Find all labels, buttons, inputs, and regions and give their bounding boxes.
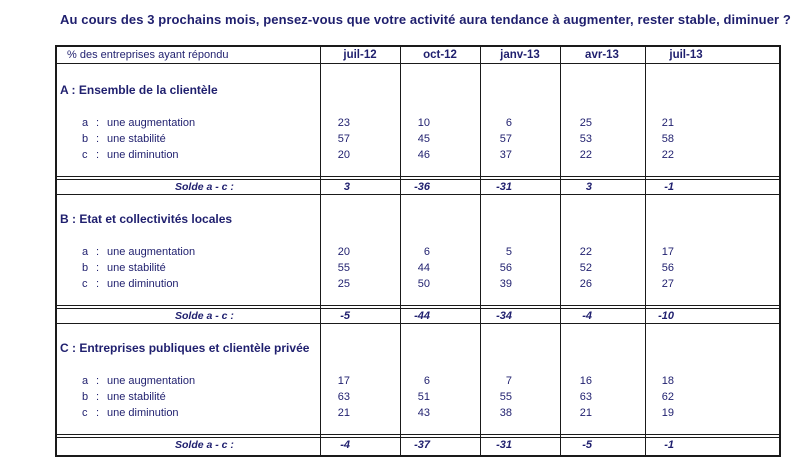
solde-value: 3 [343, 181, 350, 193]
solde-value: -5 [582, 439, 592, 451]
table-cell: 38 [499, 407, 512, 419]
table-cell: 18 [661, 375, 674, 387]
period-header: juil-13 [669, 49, 703, 61]
table-cell: 17 [337, 375, 350, 387]
table-cell: 63 [337, 391, 350, 403]
solde-value: -37 [414, 439, 430, 451]
table-cell: 21 [579, 407, 592, 419]
table-cell: 6 [423, 246, 430, 258]
row-letter: c [82, 407, 88, 419]
table-cell: 62 [661, 391, 674, 403]
table-cell: 25 [337, 278, 350, 290]
table-cell: 56 [499, 262, 512, 274]
row-colon: : [96, 278, 100, 290]
table-cell: 37 [499, 149, 512, 161]
row-letter: a [82, 117, 89, 129]
row-letter: c [82, 278, 88, 290]
table-cell: 43 [417, 407, 430, 419]
solde-divider-top [57, 305, 779, 306]
table-cell: 50 [417, 278, 430, 290]
table-cell: 20 [337, 149, 350, 161]
section-divider [57, 194, 779, 195]
section-title: B : Etat et collectivités locales [60, 212, 233, 226]
table-cell: 45 [417, 133, 430, 145]
table-cell: 23 [337, 117, 350, 129]
survey-table [55, 45, 781, 457]
period-header: avr-13 [585, 49, 619, 61]
solde-divider-top [57, 176, 779, 177]
solde-divider-top [57, 434, 779, 435]
row-label: une augmentation [107, 117, 196, 129]
table-cell: 58 [661, 133, 674, 145]
table-cell: 63 [579, 391, 592, 403]
column-divider [560, 47, 561, 455]
row-letter: c [82, 149, 88, 161]
table-cell: 44 [417, 262, 430, 274]
section-title: A : Ensemble de la clientèle [60, 83, 218, 97]
row-colon: : [96, 149, 100, 161]
table-cell: 6 [423, 375, 430, 387]
table-cell: 27 [661, 278, 674, 290]
row-label: une stabilité [107, 133, 166, 145]
row-label: une augmentation [107, 246, 196, 258]
period-header: oct-12 [423, 49, 457, 61]
table-cell: 55 [499, 391, 512, 403]
table-cell: 55 [337, 262, 350, 274]
solde-label: Solde a - c : [175, 310, 234, 322]
solde-value: -10 [658, 310, 674, 322]
period-header: janv-13 [500, 49, 540, 61]
row-letter: a [82, 375, 89, 387]
solde-divider-top [57, 308, 779, 309]
row-letter: b [82, 133, 89, 145]
header-divider [57, 63, 779, 64]
column-divider [480, 47, 481, 455]
table-cell: 22 [661, 149, 674, 161]
row-label: une diminution [107, 407, 179, 419]
header-caption: % des entreprises ayant répondu [67, 49, 229, 61]
solde-value: -31 [496, 439, 512, 451]
row-letter: b [82, 262, 89, 274]
solde-value: -1 [664, 181, 674, 193]
row-colon: : [96, 391, 100, 403]
row-label: une stabilité [107, 262, 166, 274]
solde-divider-top [57, 437, 779, 438]
table-cell: 20 [337, 246, 350, 258]
solde-value: -4 [582, 310, 592, 322]
row-colon: : [96, 375, 100, 387]
table-cell: 39 [499, 278, 512, 290]
row-letter: a [82, 246, 89, 258]
row-label: une diminution [107, 278, 179, 290]
table-cell: 26 [579, 278, 592, 290]
table-cell: 19 [661, 407, 674, 419]
table-cell: 25 [579, 117, 592, 129]
table-cell: 7 [505, 375, 512, 387]
row-label: une augmentation [107, 375, 196, 387]
solde-value: -36 [414, 181, 430, 193]
solde-value: 3 [585, 181, 592, 193]
solde-value: -44 [414, 310, 430, 322]
solde-value: -31 [496, 181, 512, 193]
table-cell: 17 [661, 246, 674, 258]
table-cell: 6 [505, 117, 512, 129]
solde-label: Solde a - c : [175, 181, 234, 193]
solde-label: Solde a - c : [175, 439, 234, 451]
table-cell: 51 [417, 391, 430, 403]
table-cell: 53 [579, 133, 592, 145]
row-label: une diminution [107, 149, 179, 161]
table-cell: 21 [661, 117, 674, 129]
table-cell: 22 [579, 246, 592, 258]
table-cell: 57 [337, 133, 350, 145]
row-label: une stabilité [107, 391, 166, 403]
table-cell: 22 [579, 149, 592, 161]
solde-value: -34 [496, 310, 512, 322]
solde-value: -4 [340, 439, 350, 451]
row-colon: : [96, 133, 100, 145]
table-cell: 46 [417, 149, 430, 161]
table-cell: 21 [337, 407, 350, 419]
solde-divider-top [57, 179, 779, 180]
table-cell: 5 [505, 246, 512, 258]
solde-value: -5 [340, 310, 350, 322]
question-title: Au cours des 3 prochains mois, pensez-vous que votre activité aura tendance à augmenter, rester stable, diminuer ? [60, 12, 791, 27]
table-cell: 52 [579, 262, 592, 274]
solde-value: -1 [664, 439, 674, 451]
table-cell: 57 [499, 133, 512, 145]
table-cell: 10 [417, 117, 430, 129]
table-cell: 56 [661, 262, 674, 274]
section-divider [57, 323, 779, 324]
row-colon: : [96, 262, 100, 274]
row-colon: : [96, 407, 100, 419]
period-header: juil-12 [343, 49, 377, 61]
section-title: C : Entreprises publiques et clientèle privée [60, 341, 310, 355]
row-colon: : [96, 117, 100, 129]
row-letter: b [82, 391, 89, 403]
row-colon: : [96, 246, 100, 258]
table-cell: 16 [579, 375, 592, 387]
